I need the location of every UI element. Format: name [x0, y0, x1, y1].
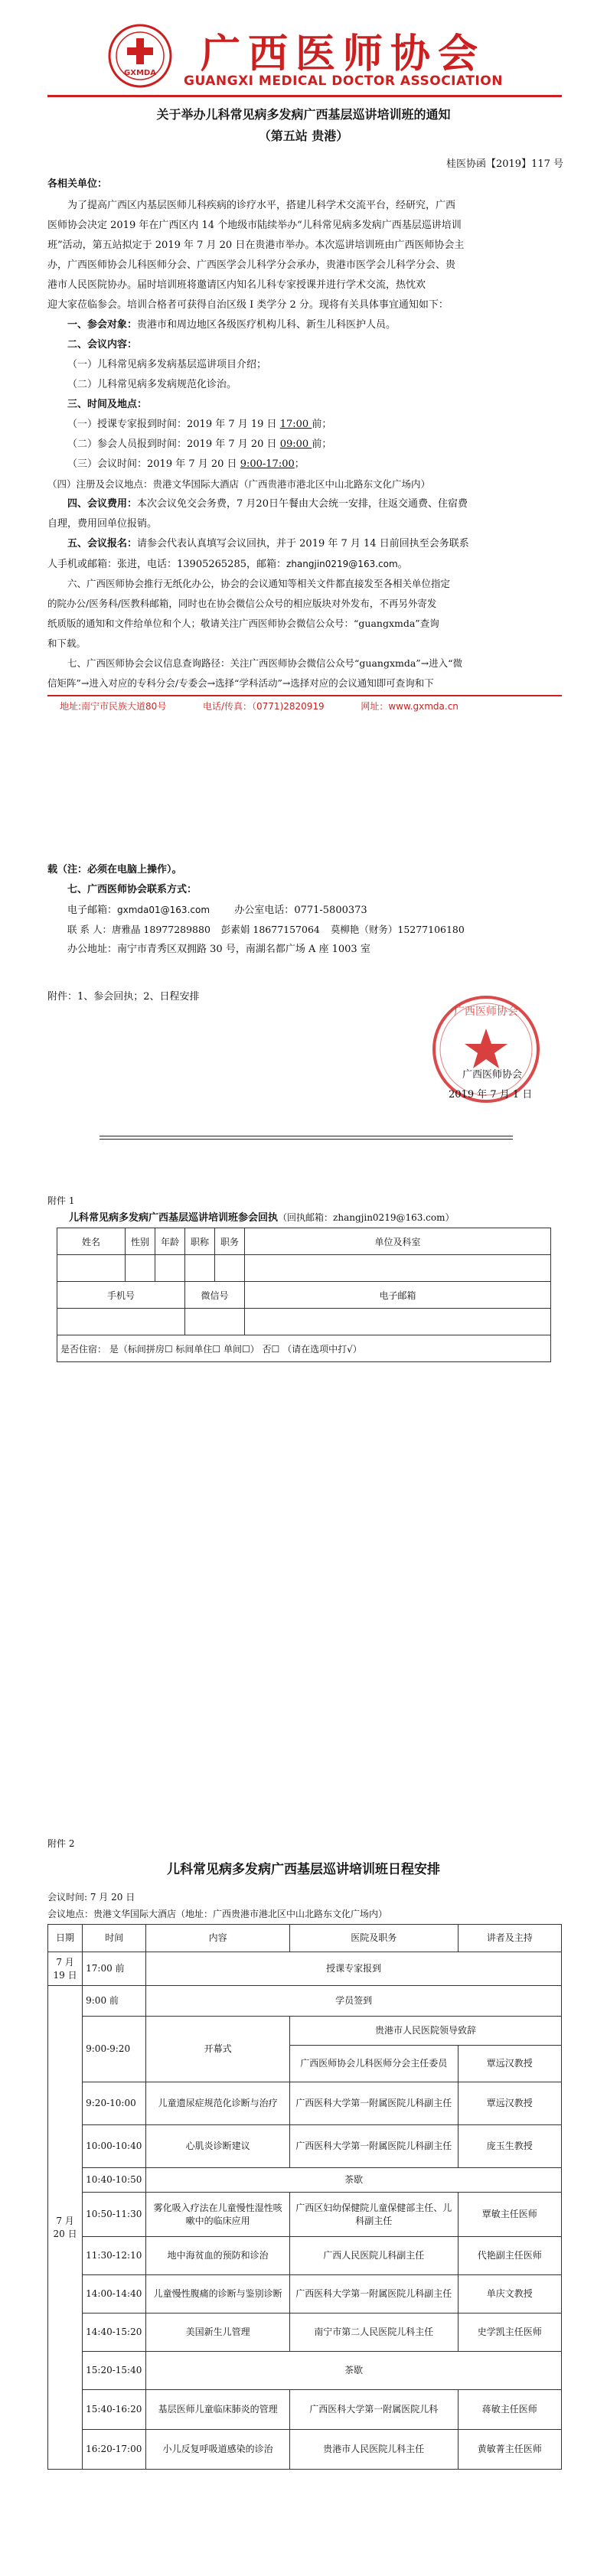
association-name-en: GUANGXI MEDICAL DOCTOR ASSOCIATION	[184, 73, 503, 89]
time-item-3: （三）会议时间：2019 年 7 月 20 日 9:00-17:00；	[67, 458, 305, 470]
sched-col-time: 时间	[83, 1925, 146, 1952]
reg-cell[interactable]	[57, 1255, 126, 1282]
reg-cell[interactable]	[126, 1255, 155, 1282]
content-item-2: （二）儿科常见病多发病规范化诊治。	[67, 379, 237, 390]
contact-address-line: 办公地址：南宁市青秀区双拥路 30 号，南湖名都广场 A 座 1003 室	[67, 944, 370, 955]
reg-col-age: 年龄	[155, 1228, 185, 1255]
reg-cell[interactable]	[185, 1309, 245, 1335]
annex1-label: 附件 1	[47, 1195, 75, 1206]
reg-col-position: 职务	[215, 1228, 245, 1255]
schedule-row: 9:20-10:00 儿童遗尿症规范化诊断与治疗 广西医科大学第一附属医院儿科副主任 覃远汉教授	[48, 2082, 562, 2125]
schedule-row: 15:20-15:40 茶歇	[48, 2352, 562, 2390]
time-item-1: （一）授课专家报到时间：2019 年 7 月 19 日 17:00 前；	[67, 419, 332, 430]
section-content-label: 二、会议内容：	[67, 339, 138, 351]
schedule-row: 9:00-9:20 开幕式 贵港市人民医院领导致辞	[48, 2017, 562, 2046]
annex1-title: 儿科常见病多发病广西基层巡讲培训班参会回执	[69, 1212, 279, 1224]
section-registration: 五、会议报名：请参会代表认真填写会议回执，并于 2019 年 7 月 14 日前回执至会务联系	[67, 538, 469, 549]
venue-line: （四）注册及会议地点：贵港文华国际大酒店（广西贵港市港北区中山北路东文化广场内）	[47, 478, 431, 490]
schedule-row: 14:40-15:20 美国新生儿管理 南宁市第二人民医院儿科主任 史学凯主任医师	[48, 2314, 562, 2352]
time-item-2: （二）参会人员报到时间：2019 年 7 月 20 日 09:00 前；	[67, 439, 332, 450]
schedule-row: 15:40-16:20 基层医师儿童临床肺炎的管理 广西医科大学第一附属医院儿科 蒋敏主任医师	[48, 2390, 562, 2430]
continuation-note: 载（注：必须在电脑上操作）。	[47, 864, 182, 876]
reg-contact-header-row	[57, 1282, 551, 1309]
registration-email: zhangjin0219@163.com	[286, 559, 398, 569]
paperless-paragraph: 六、广西医师协会推行无纸化办公，协会的会议通知等相关文件都直接发至各相关单位指定 的院办公/医务科/医教科邮箱，同时也在协会微信公众号的相应版块对外发布，不再另外寄发 纸质版的通知和文件给单位和个人；敬请关注广西医师协会微信公众号：“guangxmda”查询 和下载。 七、广西医师协会会议信息查询路径：关注广西医师协会微信公众号“guangxmda”→进入“微 信矩阵”→进入对应的专科分会/专委会→选择“学科活动”→选择对应的会议通知即可查询和下	[47, 578, 463, 689]
notice-subtitle: （第五站 贵港）	[258, 129, 349, 143]
reg-contact-empty-row	[57, 1309, 551, 1335]
footer-line	[60, 699, 550, 712]
schedule-row: 7 月 19 日 17:00 前 授课专家报到	[48, 1952, 562, 1986]
annex1-title-line	[69, 1209, 559, 1224]
signature-org: 广西医师协会	[462, 1069, 523, 1081]
schedule-row: 10:50-11:30 雾化吸入疗法在儿童慢性湿性咳嗽中的临床应用 广西区妇幼保健院儿童保健部主任、儿科副主任 覃敏主任医师	[48, 2193, 562, 2237]
association-logo	[107, 23, 173, 89]
closing-rule-2	[100, 1139, 513, 1140]
sched-col-hospital: 医院及职务	[289, 1925, 458, 1952]
reg-col-gender: 性别	[126, 1228, 155, 1255]
section-attendees: 一、参会对象：贵港市和周边地区各级医疗机构儿科、新生儿科医护人员。	[67, 319, 397, 331]
sched-col-date: 日期	[48, 1925, 83, 1952]
schedule-row: 14:00-14:40 儿童慢性腹痛的诊断与鉴别诊断 广西医科大学第一附属医院儿科副主任 单庆文教授	[48, 2275, 562, 2314]
section-fee: 四、会议费用：本次会议免交会务费，7 月20日午餐由大会统一安排，往返交通费、住宿费	[67, 498, 468, 510]
reg-col-phone: 手机号	[57, 1282, 185, 1309]
registration-phone: 13905265285	[177, 559, 246, 570]
schedule-row: 11:30-12:10 地中海贫血的预防和诊治 广西人民医院儿科副主任 代艳副主任医师	[48, 2237, 562, 2275]
section-fee-cont: 自理，费用回单位报销。	[47, 518, 158, 530]
reg-col-wechat: 微信号	[185, 1282, 245, 1309]
reg-cell[interactable]	[57, 1309, 185, 1335]
salutation: 各相关单位：	[47, 178, 108, 190]
sched-date-19: 7 月 19 日	[48, 1952, 83, 1986]
reg-cell[interactable]	[245, 1309, 551, 1335]
annex2-label: 附件 2	[47, 1838, 75, 1849]
schedule-row: 16:20-17:00 小儿反复呼吸道感染的诊治 贵港市人民医院儿科主任 黄敏菁主任医师	[48, 2430, 562, 2470]
schedule-row: 10:00-10:40 心肌炎诊断建议 广西医科大学第一附属医院儿科副主任 庞玉生教授	[48, 2125, 562, 2168]
contact-office-phone: 0771-5800373	[294, 905, 367, 916]
reg-cell[interactable]	[215, 1255, 245, 1282]
footer-address: 地址:南宁市民族大道80号	[60, 701, 167, 712]
annex2-meeting-time: 会议时间: 7 月 20 日	[47, 1892, 135, 1903]
annex2-title: 儿科常见病多发病广西基层巡讲培训班日程安排	[167, 1862, 440, 1877]
schedule-row: 广西医师协会儿科医师分会主任委员 覃远汉教授	[48, 2046, 562, 2082]
reg-cell[interactable]	[185, 1255, 215, 1282]
section-contact-label: 七、广西医师协会联系方式：	[67, 884, 197, 895]
notice-title: 关于举办儿科常见病多发病广西基层巡讲培训班的通知	[156, 107, 451, 122]
reg-header-row	[57, 1228, 551, 1255]
footer-phone: 电话/传真：（0771)2820919	[202, 701, 325, 712]
lodging-options[interactable]: 是否住宿： 是（标间拼房☐ 标间单住☐ 单间☐） 否☐ （请在选项中打√）	[57, 1335, 551, 1362]
reg-col-email: 电子邮箱	[245, 1282, 551, 1309]
reg-col-title: 职称	[185, 1228, 215, 1255]
attachments-line: 附件：1、参会回执；2、日程安排	[47, 991, 200, 1003]
header-rule	[47, 95, 562, 97]
doc-number: 桂医协函【2019】117 号	[445, 158, 563, 170]
reg-cell[interactable]	[245, 1255, 551, 1282]
reg-lodging-row	[57, 1335, 551, 1362]
sched-date-20: 7 月 20 日	[48, 1986, 83, 2470]
schedule-row: 10:40-10:50 茶歇	[48, 2168, 562, 2193]
contact-people-line: 联 系 人：唐雅晶 18977289880 彭素娟 18677157064 莫柳艳（财务）15277106180	[67, 924, 465, 935]
section-time-place-label: 三、时间及地点：	[67, 399, 148, 410]
annex1-email-note: （回执邮箱：zhangjin0219@163.com）	[278, 1212, 455, 1223]
sched-col-speaker: 讲者及主持	[458, 1925, 561, 1952]
schedule-header-row	[48, 1925, 562, 1952]
reg-col-unit: 单位及科室	[245, 1228, 551, 1255]
reg-col-name: 姓名	[57, 1228, 126, 1255]
content-item-1: （一）儿科常见病多发病基层巡讲项目介绍；	[67, 359, 267, 370]
sched-col-content: 内容	[146, 1925, 290, 1952]
contact-email: gxmda01@163.com	[117, 905, 210, 915]
association-name-cn: 广西医师协会	[201, 31, 486, 77]
intro-paragraph: 为了提高广西区内基层医师儿科疾病的诊疗水平，搭建儿科学术交流平台，经研究，广西 医师协会决定 2019 年在广西区内 14 个地级市陆续举办“儿科常见病多发病广西基层巡讲培训 班”活动，第五站拟定于 2019 年 7 月 20 日在贵港市举办。本次巡讲培训班由广西医师协会主 办，广西医师协会儿科医师分会、广西医学会儿科学分会承办，贵港市医学会儿科学分会、贵 港市人民医院协办。届时培训班将邀请区内知名儿科专家授课并进行学术交流，热忱欢 迎大家莅临参会。培训合格者可获得自治区级 I 类学分 2 分。现将有关具体事宜通知如下：	[47, 200, 465, 311]
contact-email-line: 电子邮箱：gxmda01@163.com 办公室电话：0771-5800373	[67, 905, 367, 916]
reg-empty-row	[57, 1255, 551, 1282]
footer-rule	[47, 695, 562, 696]
schedule-table	[47, 1924, 562, 2470]
footer-website: 网址：www.gxmda.cn	[361, 701, 459, 712]
schedule-row: 7 月 20 日 9:00 前 学员签到	[48, 1986, 562, 2017]
registration-contact: 人手机或邮箱：张进，电话：13905265285，邮箱：zhangjin0219@163.com。	[47, 559, 408, 570]
logo-text: GXMDA	[124, 69, 156, 77]
annex2-meeting-place: 会议地点：贵港文华国际大酒店（地址：广西贵港市港北区中山北路东文化广场内）	[47, 1909, 388, 1919]
registration-table	[57, 1228, 551, 1362]
signature-date: 2019 年 7 月 1 日	[449, 1089, 533, 1101]
svg-text:广西医师协会: 广西医师协会	[454, 1006, 518, 1018]
reg-cell[interactable]	[155, 1255, 185, 1282]
